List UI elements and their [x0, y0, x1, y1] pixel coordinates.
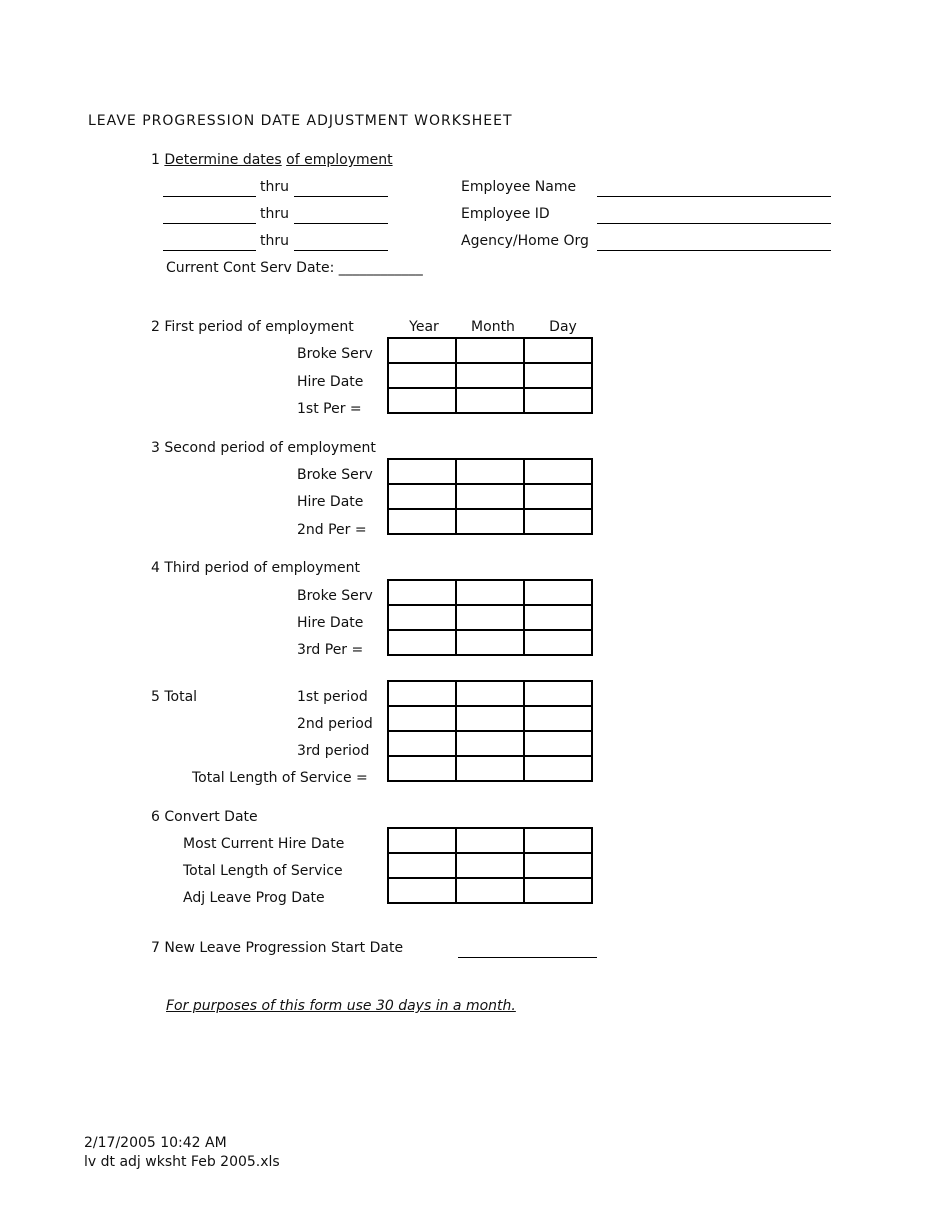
grid-cell[interactable]: [388, 605, 456, 630]
grid-cell[interactable]: [456, 484, 524, 509]
section5-grid: [387, 680, 593, 782]
section6-grid: [387, 827, 593, 904]
total-length-label: Total Length of Service =: [192, 770, 368, 786]
section4-grid: [387, 579, 593, 656]
grid-cell[interactable]: [388, 828, 456, 853]
grid-cell[interactable]: [456, 706, 524, 731]
current-cont-serv-date: Current Cont Serv Date: ____________: [166, 260, 423, 276]
grid-cell[interactable]: [388, 731, 456, 756]
row-label: Hire Date: [297, 374, 364, 390]
row-label: Broke Serv: [297, 346, 373, 362]
thru-label: thru: [260, 179, 289, 195]
section1-heading: [151, 151, 393, 169]
row-label: Adj Leave Prog Date: [183, 890, 325, 906]
grid-cell[interactable]: [388, 388, 456, 413]
row-label: 1st Per =: [297, 401, 362, 417]
grid-cell[interactable]: [388, 630, 456, 655]
grid-cell[interactable]: [524, 828, 592, 853]
grid-cell[interactable]: [456, 338, 524, 363]
grid-cell[interactable]: [524, 363, 592, 388]
column-header-day: Day: [549, 319, 577, 335]
grid-cell[interactable]: [388, 706, 456, 731]
grid-cell[interactable]: [524, 756, 592, 781]
row-label: Broke Serv: [297, 588, 373, 604]
footer-timestamp: 2/17/2005 10:42 AM: [84, 1135, 227, 1151]
section6-heading: 6 Convert Date: [151, 809, 258, 825]
grid-cell[interactable]: [524, 878, 592, 903]
column-header-year: Year: [409, 319, 439, 335]
section3-grid: [387, 458, 593, 535]
grid-cell[interactable]: [456, 853, 524, 878]
grid-cell[interactable]: [456, 388, 524, 413]
employee-id-field[interactable]: [597, 223, 831, 224]
section5-heading: 5 Total: [151, 689, 198, 705]
grid-cell[interactable]: [388, 580, 456, 605]
grid-cell[interactable]: [524, 484, 592, 509]
row-label: 3rd Per =: [297, 642, 364, 658]
section1-heading-part2: of employment: [286, 152, 393, 168]
section4-heading: 4 Third period of employment: [151, 560, 361, 576]
grid-cell[interactable]: [456, 731, 524, 756]
row-label: 2nd period: [297, 716, 373, 732]
employee-name-field[interactable]: [597, 196, 831, 197]
grid-cell[interactable]: [456, 878, 524, 903]
agency-home-org-field[interactable]: [597, 250, 831, 251]
grid-cell[interactable]: [524, 580, 592, 605]
grid-cell[interactable]: [524, 388, 592, 413]
grid-cell[interactable]: [388, 484, 456, 509]
grid-cell[interactable]: [524, 853, 592, 878]
row-label: Most Current Hire Date: [183, 836, 345, 852]
grid-cell[interactable]: [388, 878, 456, 903]
date-from-3-field[interactable]: [163, 250, 256, 251]
grid-cell[interactable]: [524, 605, 592, 630]
employee-name-label: Employee Name: [461, 179, 577, 195]
grid-cell[interactable]: [388, 756, 456, 781]
row-label: Hire Date: [297, 494, 364, 510]
grid-cell[interactable]: [388, 509, 456, 534]
section3-heading: 3 Second period of employment: [151, 440, 376, 456]
footer-filename: lv dt adj wksht Feb 2005.xls: [84, 1154, 280, 1170]
grid-cell[interactable]: [388, 681, 456, 706]
date-to-2-field[interactable]: [294, 223, 388, 224]
date-to-3-field[interactable]: [294, 250, 388, 251]
employee-id-label: Employee ID: [461, 206, 550, 222]
new-start-date-field[interactable]: [458, 957, 597, 958]
date-to-1-field[interactable]: [294, 196, 388, 197]
section2-grid: [387, 337, 593, 414]
thru-label: thru: [260, 206, 289, 222]
thru-label: thru: [260, 233, 289, 249]
date-from-1-field[interactable]: [163, 196, 256, 197]
grid-cell[interactable]: [524, 681, 592, 706]
grid-cell[interactable]: [524, 459, 592, 484]
grid-cell[interactable]: [524, 731, 592, 756]
row-label: 3rd period: [297, 743, 370, 759]
grid-cell[interactable]: [456, 630, 524, 655]
grid-cell[interactable]: [524, 630, 592, 655]
grid-cell[interactable]: [388, 338, 456, 363]
section7-heading: 7 New Leave Progression Start Date: [151, 940, 404, 956]
grid-cell[interactable]: [456, 363, 524, 388]
page-title: LEAVE PROGRESSION DATE ADJUSTMENT WORKSHEET: [88, 113, 513, 129]
section1-number: 1: [151, 152, 160, 168]
grid-cell[interactable]: [456, 605, 524, 630]
row-label: Broke Serv: [297, 467, 373, 483]
agency-home-org-label: Agency/Home Org: [461, 233, 589, 249]
grid-cell[interactable]: [388, 853, 456, 878]
grid-cell[interactable]: [456, 756, 524, 781]
grid-cell[interactable]: [456, 459, 524, 484]
grid-cell[interactable]: [388, 459, 456, 484]
grid-cell[interactable]: [524, 509, 592, 534]
section1-heading-part1: Determine dates: [164, 152, 282, 168]
grid-cell[interactable]: [388, 363, 456, 388]
row-label: Hire Date: [297, 615, 364, 631]
note-text: For purposes of this form use 30 days in a month.: [166, 998, 516, 1014]
grid-cell[interactable]: [456, 580, 524, 605]
row-label: 1st period: [297, 689, 368, 705]
grid-cell[interactable]: [524, 706, 592, 731]
row-label: 2nd Per =: [297, 522, 367, 538]
column-header-month: Month: [471, 319, 515, 335]
grid-cell[interactable]: [456, 828, 524, 853]
grid-cell[interactable]: [456, 681, 524, 706]
grid-cell[interactable]: [524, 338, 592, 363]
section2-heading: 2 First period of employment: [151, 319, 354, 335]
row-label: Total Length of Service: [183, 863, 343, 879]
grid-cell[interactable]: [456, 509, 524, 534]
date-from-2-field[interactable]: [163, 223, 256, 224]
